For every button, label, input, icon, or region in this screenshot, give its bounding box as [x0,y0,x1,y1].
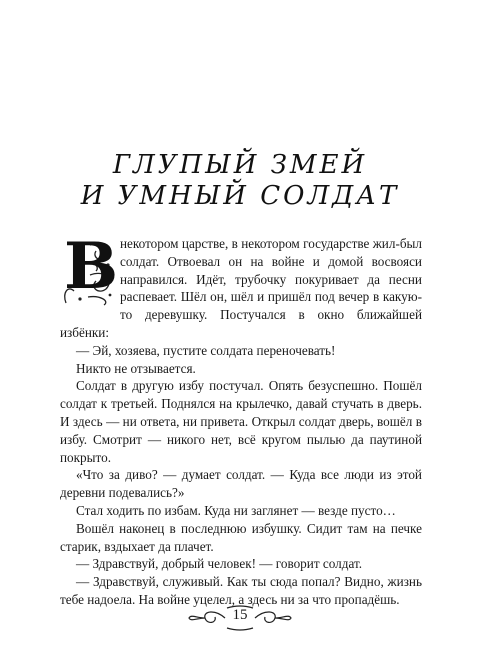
paragraph-5: «Что за диво? — думает солдат. — Куда все люди из этой деревни подевались?» [60,467,422,501]
paragraph-6: Стал ходить по избам. Куда ни заглянет — везде пусто… [76,502,396,518]
paragraph-4: Солдат в другую избу постучал. Опять безуспешно. Пошёл солдат к третьей. Поднялся на крылечко, давай стучать в дверь. И здесь — ни ответа, ни привета. Открыл солдат дверь, вошёл в избу. Смотрит — никого нет, всё кругом пылью да паутиной покрыто. [60,378,422,465]
page-number: 15 [232,607,248,623]
dropcap-letter: В [64,229,119,304]
paragraph-7: Вошёл наконец в последнюю избушку. Сидит там на печке старик, вздыхает да плачет. [60,520,422,554]
ornamental-initial [60,229,119,307]
title-line-2: И УМНЫЙ СОЛДАТ [80,181,400,211]
paragraph-3: Никто не отзывается. [76,360,196,376]
paragraph-2: — Эй, хозяева, пустите солдата переночевать! [76,342,336,358]
paragraph-9: — Здравствуй, служивый. Как ты сюда попал? Видно, жизнь тебе надоела. На войне уцелел, а здесь ни за что пропадёшь. [60,574,422,607]
paragraph-1: некотором царстве, в некотором государстве жил-был солдат. Отвоевал он на войне и домой восвояси направился. Идёт, трубочку покуривает да песни распевает. Шёл он, шёл и пришёл под вечер в какую-то деревушку. Постучался в окно ближайшей избёнки: [60,236,422,340]
paragraph-8: — Здравствуй, добрый человек! — говорит солдат. [76,556,363,572]
story-title [0,150,480,212]
story-text [60,229,422,609]
title-line-1: ГЛУПЫЙ ЗМЕЙ [112,150,368,180]
